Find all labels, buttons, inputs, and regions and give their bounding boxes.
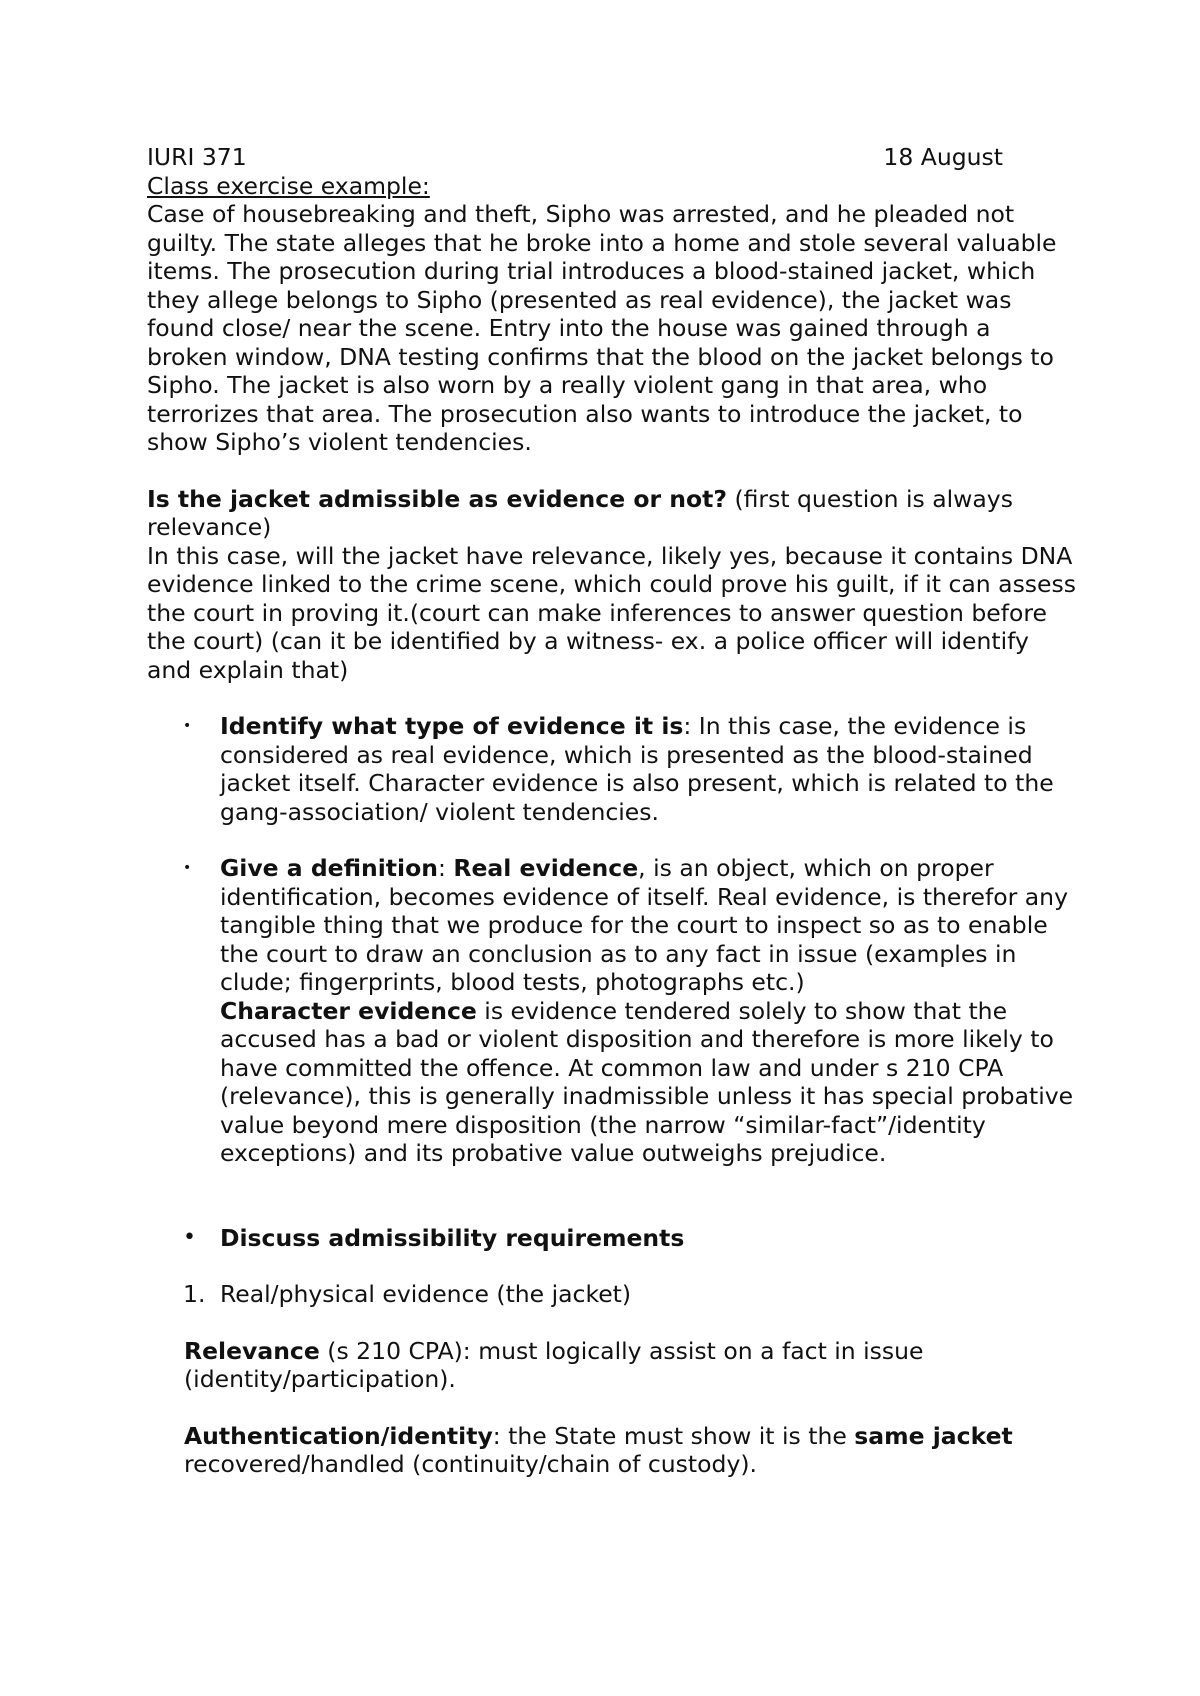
authentication-requirement [147, 1422, 1077, 1479]
bullet-definition [147, 854, 1077, 1168]
bullet-label: Give a definition [220, 854, 438, 882]
bullet-label: Identify what type of evidence it is [220, 712, 684, 740]
bullet-identify-type [147, 712, 1077, 826]
authentication-term: Authentication/identity [184, 1421, 493, 1450]
numbered-item-1 [147, 1280, 1077, 1309]
question-title: Is the jacket admissible as evidence or not? [147, 484, 727, 513]
bullet-discuss-admissibility [147, 1224, 1077, 1253]
header-row [147, 143, 1003, 172]
authentication-text: : the State must show it is the [492, 1421, 855, 1450]
relevance-answer: In this case, will the jacket have relevance, likely yes, because it contains DNA evidence linked to the crime scene, which could prove his guilt, if it can assess the court in proving it.(court can make inferences to answer question before the court) (can it be identified by a witness- ex. a police officer will identify and explain that) [147, 541, 1076, 684]
bullet-dot-icon: • [183, 1224, 196, 1250]
bullet-text: In this case, the evidence is considered as real evidence, which is presented as the blood-stained jacket itself. Character evidence is also present, which is related to the gang-association/ violent tendencies. [220, 712, 1054, 826]
term-character-evidence: Character evidence [220, 996, 477, 1025]
case-facts: Case of housebreaking and theft, Sipho was arrested, and he pleaded not guilty. The state alleges that he broke into a home and stole several valuable items. The prosecution during trial introduces a blood-stained jacket, which they allege belongs to Sipho (presented as real evidence), the jacket was found close/ near the scene. Entry into the house was gained through a broken window, DNA testing confirms that the blood on the jacket belongs to Sipho. The jacket is also worn by a really violent gang in that area, who terrorizes that area. The prosecution also wants to introduce the jacket, to show Sipho’s violent tendencies. [147, 200, 1057, 456]
question-paragraph [147, 485, 1077, 542]
exercise-heading: Class exercise example: [147, 171, 430, 200]
definition-real-evidence: , is an object, which on proper identification, becomes evidence of itself. Real evidence, is therefor any tangible thing that we produce for the court to inspect so as to enable the court to draw an conclusion as to any fact in issue (examples in clude; fingerprints, blood tests, photographs etc.) [220, 854, 1068, 996]
term-real-evidence: Real evidence [453, 854, 639, 882]
item-number: 1. [183, 1280, 206, 1308]
bullet-separator: : [683, 712, 692, 740]
bullet-dot-icon: • [183, 718, 192, 734]
course-code: IURI 371 [147, 143, 247, 171]
relevance-term: Relevance [184, 1336, 320, 1365]
bullet-separator: : [437, 854, 454, 882]
document-page [147, 143, 1077, 1479]
lecture-date: 18 August [883, 143, 1003, 171]
bullet-label: Discuss admissibility requirements [220, 1223, 685, 1252]
bullet-dot-icon: • [183, 860, 192, 876]
relevance-requirement [147, 1337, 1077, 1394]
same-jacket-emphasis: same jacket [854, 1421, 1013, 1450]
authentication-text-2: recovered/handled (continuity/chain of custody). [184, 1450, 757, 1478]
definition-character-evidence: is evidence tendered solely to show that the accused has a bad or violent disposition and therefore is more likely to have committed the offence. At common law and under s 210 CPA (relevance), this is generally inadmissible unless it has special probative value beyond mere disposition (the narrow “similar-fact”/identity exceptions) and its probative value outweighs prejudice. [220, 996, 1074, 1167]
question-note: (first question is always relevance) [147, 484, 1013, 541]
item-text: Real/physical evidence (the jacket) [220, 1280, 632, 1308]
relevance-text: (s 210 CPA): must logically assist on a fact in issue (identity/participation). [184, 1336, 924, 1393]
